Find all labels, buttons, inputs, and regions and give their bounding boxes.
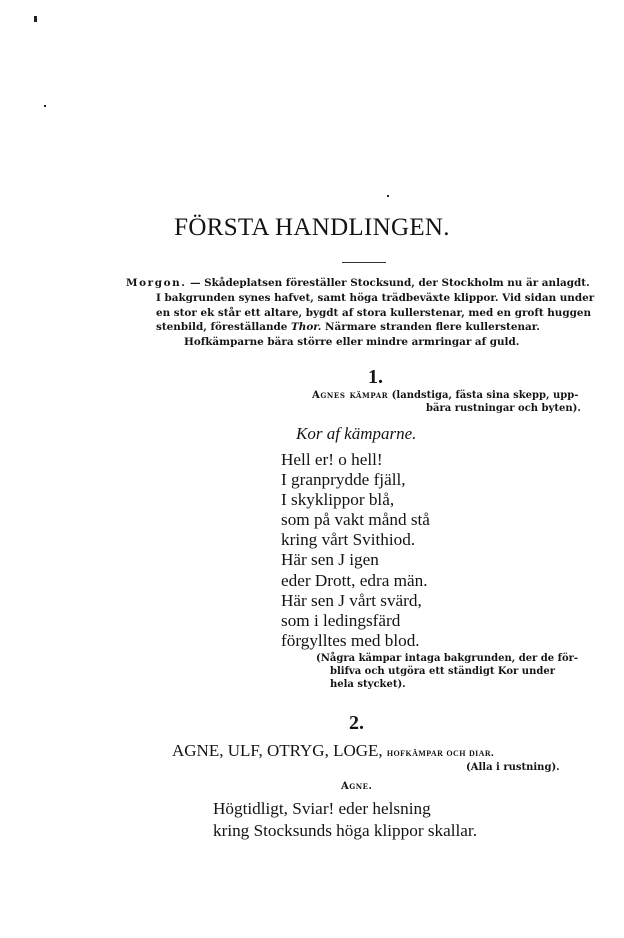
speech-line: Högtidligt, Sviar! eder helsning (213, 799, 431, 818)
verse-line: som på vakt månd stå (281, 510, 430, 530)
scene-line-2: I bakgrunden synes hafvet, samt höga trädbeväxte klippor. Vid sidan under (156, 291, 595, 304)
verse-line: Hell er! o hell! (281, 450, 383, 469)
title-divider (342, 262, 386, 263)
scene-line-5: Hofkämparne bära större eller mindre armringar af guld. (184, 336, 520, 349)
direction-character: Agnes kämpar (312, 390, 389, 401)
verse-line: Här sen J vårt svärd, (281, 590, 422, 610)
verse-line: I skyklippor blå, (281, 490, 395, 510)
verse-line: förgylltes med blod. (281, 630, 420, 650)
time-word: Morgon. (126, 277, 187, 289)
print-speck (44, 105, 46, 107)
chorus-verse (281, 450, 430, 651)
scene-line-3: en stor ek står ett altare, bygdt af stora kullerstenar, med en groft huggen (156, 306, 592, 319)
scene-number-2: 2. (349, 712, 364, 734)
print-speck (387, 195, 389, 197)
stage-direction-2: (Några kämpar intaga bakgrunden, der de för- blifva och utgöra ett ständigt Kor under hela stycket). (316, 653, 579, 690)
chorus-heading: Kor af kämparne. (296, 424, 417, 443)
verse-line: I granprydde fjäll, (281, 470, 406, 490)
character-list: AGNE, ULF, OTRYG, LOGE, hofkämpar och diar. (172, 741, 495, 760)
verse-line: som i ledingsfärd (281, 610, 401, 630)
scene-number-1: 1. (368, 366, 383, 388)
stage-direction-1: Agnes kämpar (landstiga, fästa sina skepp, upp- bära rustningar och byten). (312, 390, 581, 414)
scene-description (126, 276, 594, 350)
act-title: FÖRSTA HANDLINGEN. (174, 214, 450, 241)
speaker-name: Agne. (341, 781, 373, 792)
speech-line: kring Stocksunds höga klippor skallar. (213, 821, 477, 840)
verse-line: eder Drott, edra män. (281, 570, 428, 590)
verse-line: Här sen J igen (281, 550, 379, 570)
print-speck (34, 16, 37, 22)
verse-line: kring vårt Svithiod. (281, 530, 416, 550)
armed-note: (Alla i rustning). (466, 762, 560, 773)
speech (213, 798, 477, 842)
scene-line-1: — Skådeplatsen föreställer Stocksund, der Stockholm nu är anlagdt. (186, 277, 590, 289)
scene-line-4: stenbild, föreställande Thor. Närmare stranden flere kullerstenar. (156, 321, 540, 334)
